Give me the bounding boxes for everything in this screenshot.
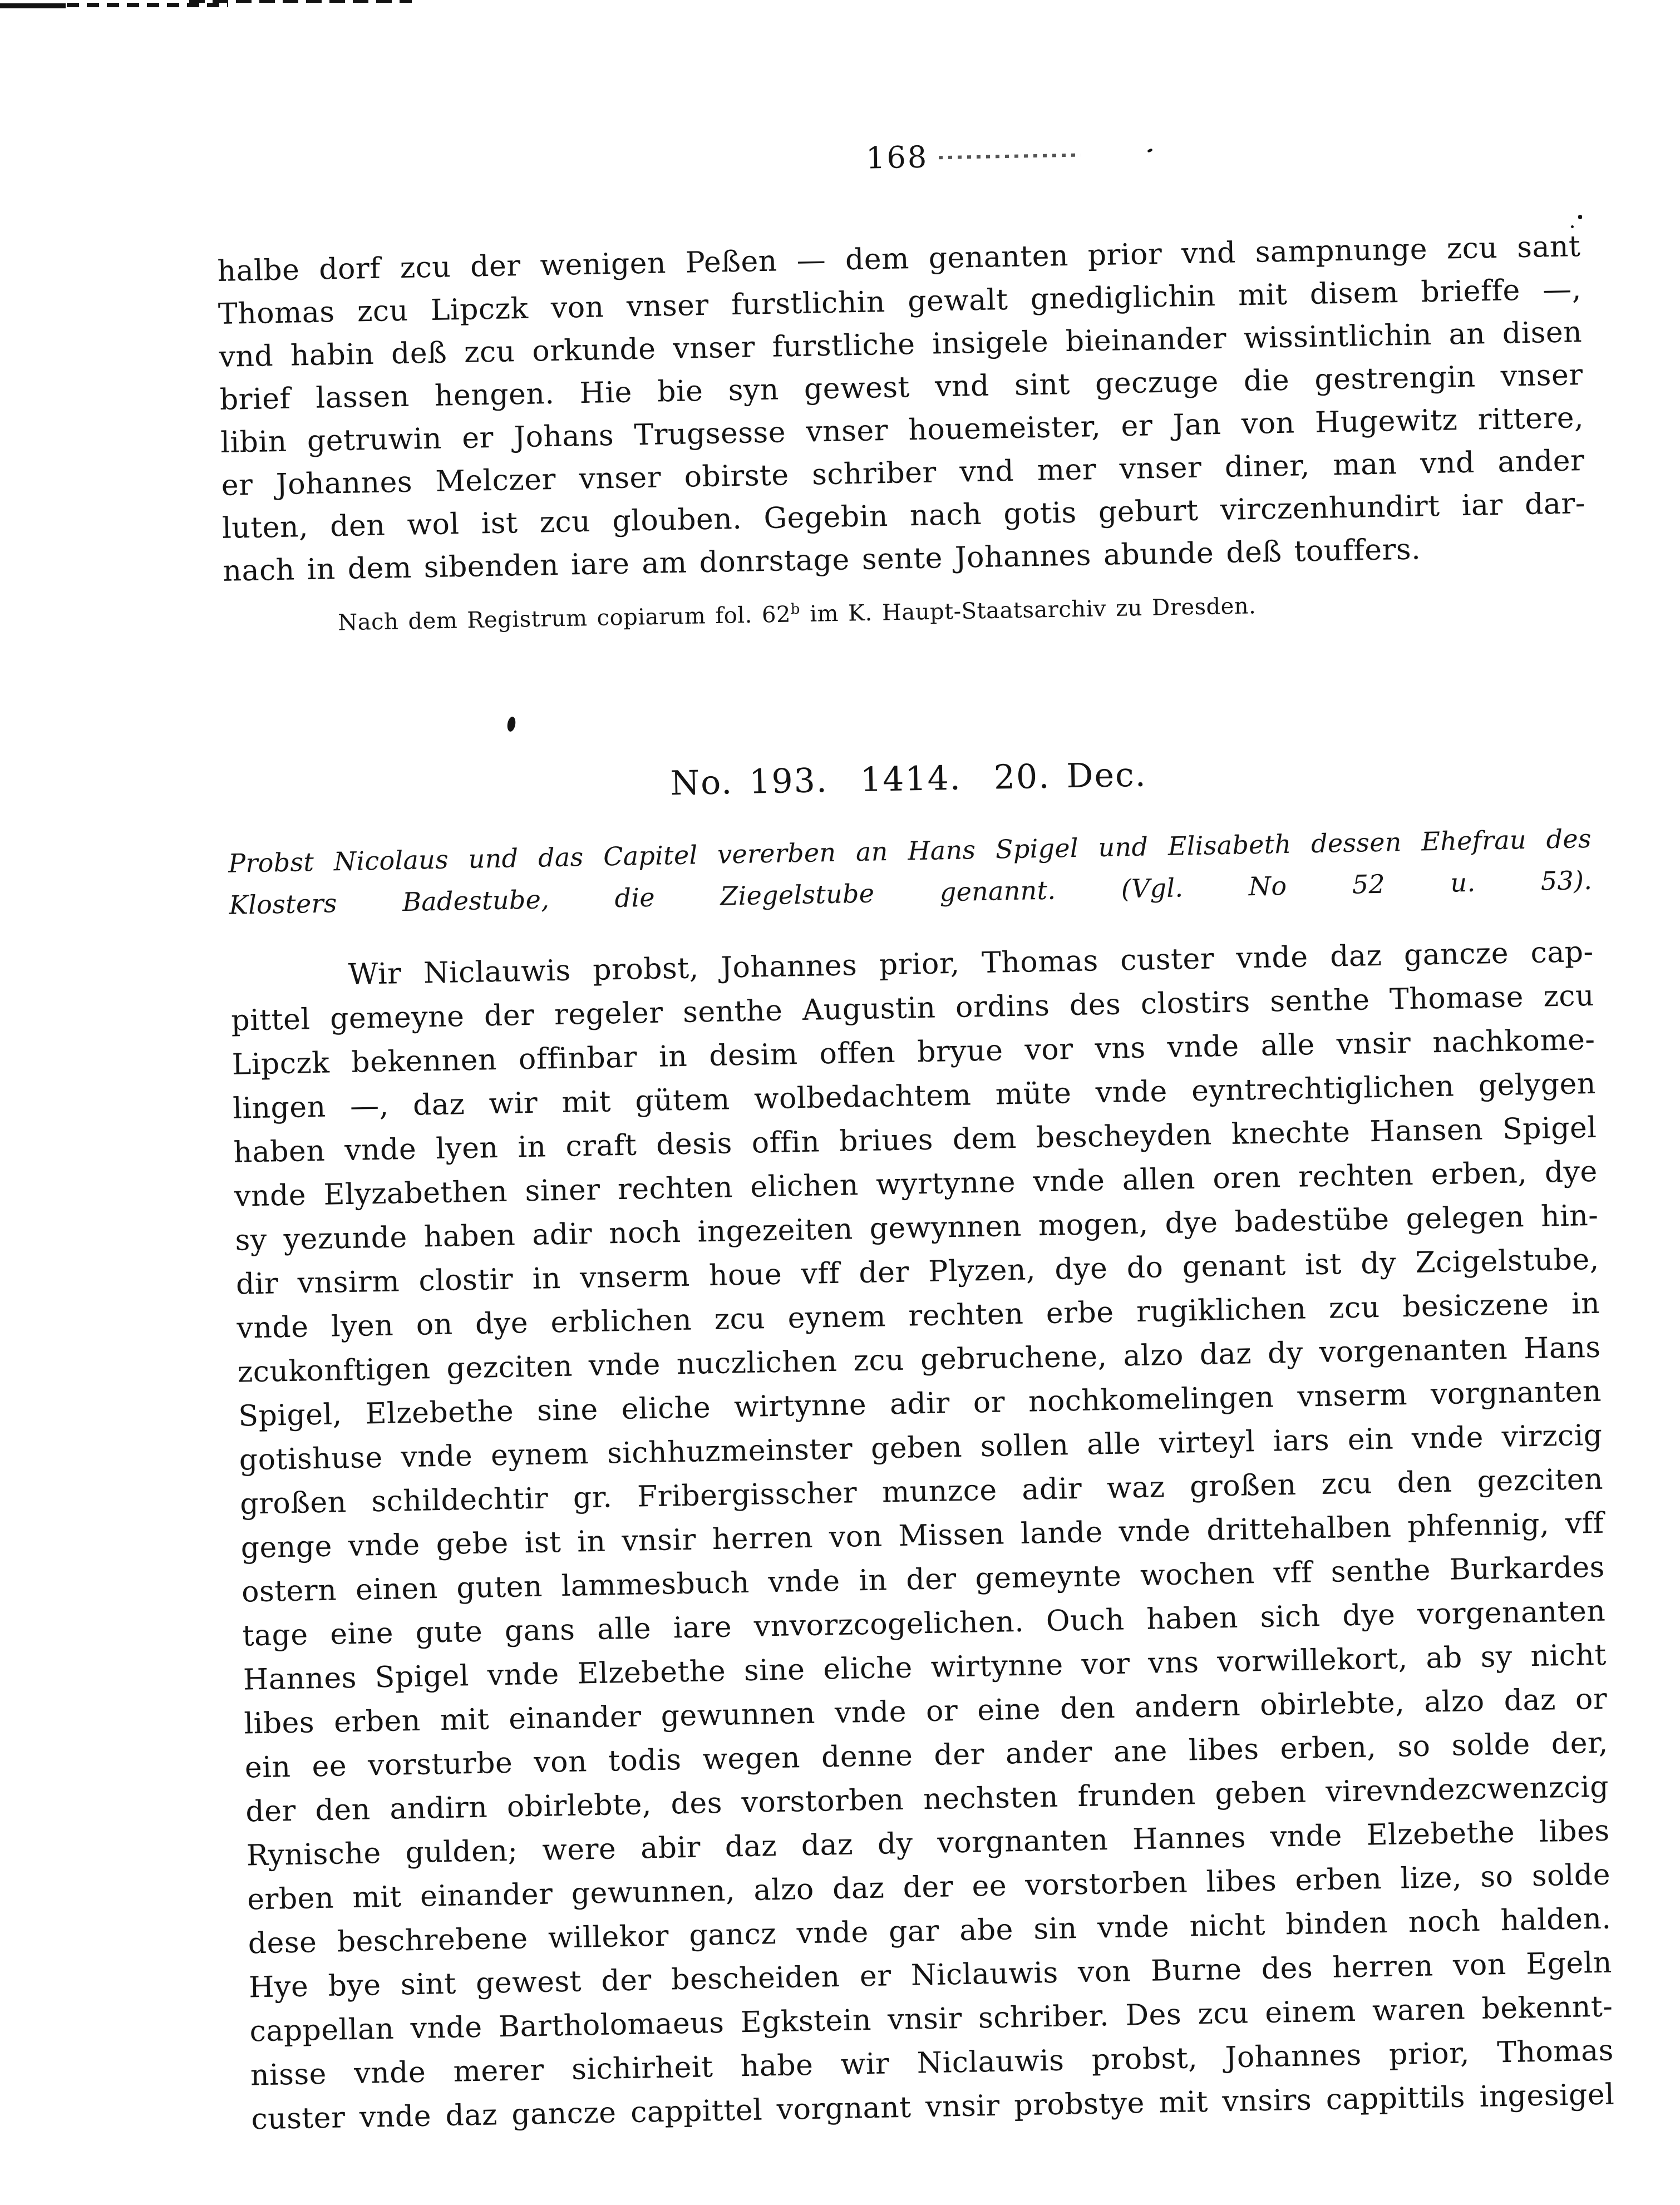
entry-summary [228, 818, 1593, 926]
text-line: nach in dem sibenden iare am donrstage sente Johannes abunde deß touffers. [223, 532, 1421, 588]
entry-body-paragraph [230, 930, 1615, 2142]
text-line: Rynische gulden; were abir daz daz dy vorgnanten Hannes vnde Elzebethe libes [246, 1814, 1610, 1873]
text-line: lingen —, daz wir mit gütem wolbedachtem müte vnde eyntrechtiglichen gelygen [232, 1067, 1597, 1126]
text-line: vnde lyen on dye erblichen zcu eynem rechten erbe rugiklichen zcu besiczene in [236, 1287, 1600, 1345]
text-line: dese beschrebene willekor gancz vnde gar abe sin vnde nicht binden noch halden. [248, 1902, 1612, 1961]
text-line: nisse vnde merer sichirheit habe wir Niclauwis probst, Johannes prior, Thomas [250, 2034, 1614, 2093]
text-line: brief lassen hengen. Hie bie syn gewest vnd sint geczuge die gestrengin vnser [219, 358, 1584, 417]
text-line: Spigel, Elzebethe sine eliche wirtynne adir or nochkomelingen vnserm vorgnanten [238, 1375, 1602, 1433]
scan-artifact-bar [0, 3, 66, 8]
text-line: tage eine gute gans alle iare vnvorzcogelichen. Ouch haben sich dye vorgenanten [242, 1595, 1606, 1653]
page-content [217, 139, 1615, 2142]
text-line: Thomas zcu Lipczk von vnser furstlichin gewalt gnediglichin mit disem brieffe —, [218, 273, 1582, 331]
text-line: gotishuse vnde eynem sichhuzmeinster geben sollen alle virteyl iars ein vnde virzcig [239, 1419, 1603, 1477]
text-line: vnd habin deß zcu orkunde vnser furstliche insigele bieinander wissintlichin an disen [218, 315, 1583, 374]
text-line: Lipczk bekennen offinbar in desim offen bryue vor vns vnde alle vnsir nachkome- [231, 1023, 1595, 1082]
text-line: luten, den wol ist zcu glouben. Gegebin nach gotis geburt virczenhundirt iar dar- [221, 487, 1586, 545]
page-number: 168 [865, 139, 929, 176]
text-line: Hannes Spigel vnde Elzebethe sine eliche wirtynne vor vns vorwillekort, ab sy nicht [243, 1639, 1607, 1697]
text-line: der den andirn obirlebte, des vorstorben nechsten frunden geben virevndezcwenzcig [245, 1770, 1609, 1829]
text-line: Probst Nicolaus und das Capitel vererben an Hans Spigel und Elisabeth dessen Ehefrau des [228, 823, 1592, 879]
source-note-superscript: b [790, 600, 801, 618]
text-line: ostern einen guten lammesbuch vnde in der gemeynte wochen vff senthe Burkardes [241, 1551, 1605, 1609]
text-line: Hye bye sint gewest der bescheiden er Niclauwis von Burne des herren von Egeln [248, 1946, 1613, 2005]
text-line: Wir Niclauwis probst, Johannes prior, Thomas custer vnde daz gancze cap- [348, 935, 1594, 992]
text-line: Klosters Badestube, die Ziegelstube genannt. (Vgl. No 52 u. 53). [229, 865, 1593, 921]
text-line: vnde Elyzabethen siner rechten elichen wyrtynne vnde allen oren rechten erben, dye [234, 1155, 1598, 1214]
previous-entry-paragraph [217, 225, 1587, 593]
text-line: cappellan vnde Bartholomaeus Egkstein vnsir schriber. Des zcu einem waren bekennt- [249, 1990, 1613, 2049]
text-line: pittel gemeyne der regeler senthe Augustin ordins des clostirs senthe Thomase zcu [230, 979, 1595, 1038]
scan-artifact-speck [1578, 215, 1582, 219]
scan-artifact-dashes [67, 3, 228, 7]
text-line: libes erben mit einander gewunnen vnde or eine den andern obirlebte, alzo daz or [243, 1682, 1608, 1741]
text-line: libin getruwin er Johans Trugsesse vnser houemeister, er Jan von Hugewitz rittere, [220, 401, 1584, 460]
scan-artifact-topline [189, 0, 412, 3]
text-line: genge vnde gebe ist in vnsir herren von Missen lande vnde drittehalben phfennig, vff [240, 1507, 1604, 1565]
source-note-text-suffix: im K. Haupt-Staatsarchiv zu Dresden. [800, 593, 1257, 628]
text-line: ein ee vorsturbe von todis wegen denne der ander ane libes erben, so solde der, [244, 1726, 1609, 1785]
source-note [338, 581, 1588, 636]
text-line: custer vnde daz gancze cappittel vorgnant vnsir probstye mit vnsirs cappittils ingesigel [251, 2078, 1615, 2137]
text-line: erben mit einander gewunnen, alzo daz der ee vorstorben libes erben lize, so solde [247, 1858, 1611, 1917]
text-line: sy yezunde haben adir noch ingezeiten gewynnen mogen, dye badestübe gelegen hin- [235, 1199, 1599, 1258]
text-line: großen schildechtir gr. Fribergisscher munzce adir waz großen zcu den gezciten [239, 1463, 1604, 1521]
text-line: er Johannes Melczer vnser obirste schriber vnd mer vnser diner, man vnd ander [221, 444, 1585, 502]
text-line: dir vnsirm clostir in vnserm houe vff der Plyzen, dye do genant ist dy Zcigelstube, [235, 1243, 1600, 1302]
text-line: haben vnde lyen in craft desis offin briues dem bescheyden knechte Hansen Spigel [233, 1111, 1597, 1170]
text-line: zcukonftigen gezciten vnde nuczlichen zcu gebruchene, alzo daz dy vorgenanten Hans [237, 1331, 1602, 1389]
text-line: halbe dorf zcu der wenigen Peßen — dem genanten prior vnd sampnunge zcu sant [217, 230, 1581, 288]
source-note-text: Nach dem Registrum copiarum fol. 62 [337, 601, 791, 636]
entry-heading: No. 193. 1414. 20. Dec. [669, 755, 1147, 803]
